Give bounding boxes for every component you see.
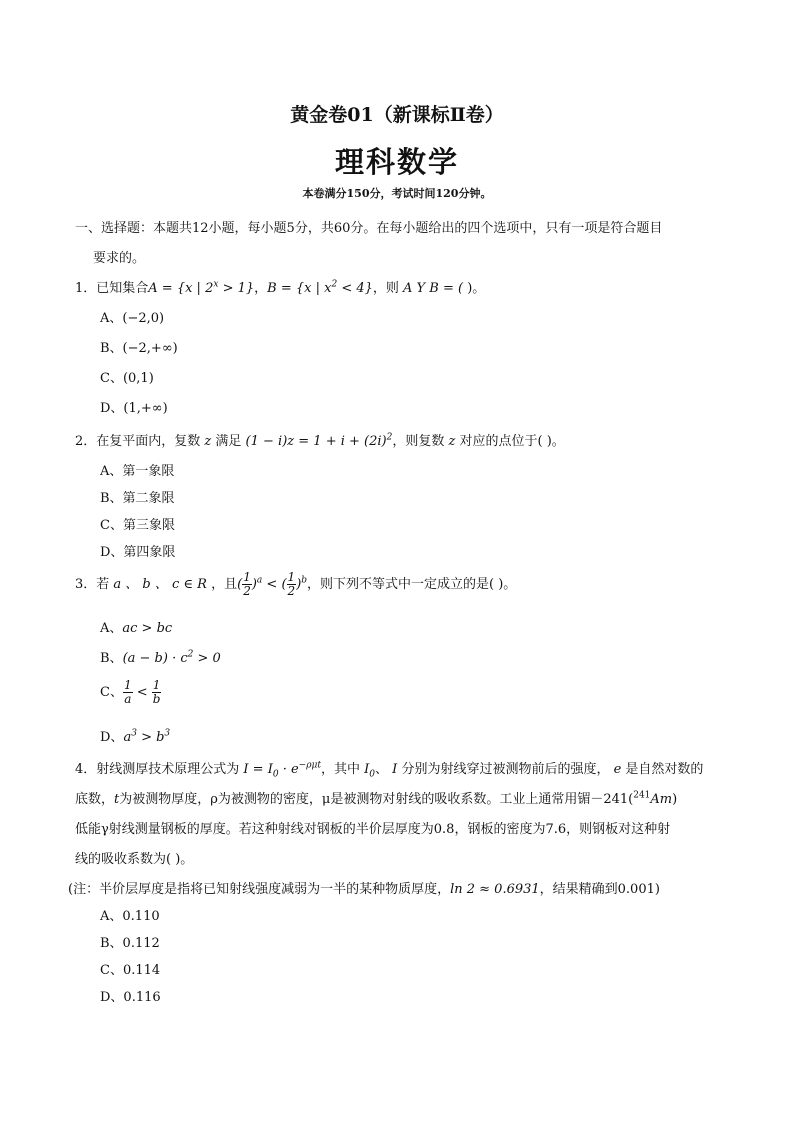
q4-formula-sub: 0 [272,769,279,780]
q2-stem-a: 2．在复平面内，复数 [75,434,201,449]
q3-stem-a: 3．若 [75,577,110,592]
q3-option-a-expr: ac > bc [122,621,173,636]
q2-z-2: z [444,434,460,449]
q1-set-b-exp: 2 [331,279,338,290]
q3-exp-a: a [256,575,263,586]
q4-note-ln: ln 2 ≈ 0.6931 [450,882,540,897]
q1-option-d: D、(1,+∞) [100,401,168,416]
q3-vars: a 、 b 、 c ∈ R [109,577,212,592]
q4-option-a: A、0.110 [100,909,160,924]
question-4-line4: 线的吸收系数为( )。 [75,852,194,867]
q3-option-d-a: a [123,730,132,745]
q4-i0 [360,762,376,780]
question-4-line3: 低能γ射线测量钢板的厚度。若这种射线对钢板的半价层厚度为0.8，钢板的密度为7.6，则钢板对这种射 [75,822,671,837]
q4-americium: Am [650,792,673,807]
q3-option-d-gt: > b [136,730,165,745]
q3-option-c-frac-a [123,679,133,706]
q2-equation [241,434,392,449]
q4-isotope-mass: 241 [633,790,651,801]
q4-formula-b: · e [278,762,299,777]
q1-set-b-end: < 4} [337,281,373,296]
q2-z: z [200,434,216,449]
q1-set-a-text: A = {x | 2 [148,281,214,296]
q3-option-b-label: B、 [100,651,123,666]
q3-option-c-lt: < [132,685,152,700]
q3-frac-right-num: 1 [287,570,296,584]
q3-frac-left [242,571,252,598]
q3-stem-c: ，则下列不等式中一定成立的是( )。 [307,577,517,592]
q4-note-b: ，结果精确到0.001) [539,882,660,897]
q1-union: A Y B = ( [398,281,464,296]
q1-option-b: B、(−2,+∞) [100,341,178,356]
q1-sep2: ，则 [372,281,399,296]
q4-formula-exp: −ρμt [298,760,321,771]
q3-exp-b: b [301,575,308,586]
q1-set-b [267,281,373,296]
q4-i0-text: I [360,762,370,777]
q4-note-a: (注：半价层厚度是指将已知射线强度减弱为一半的某种物质厚度， [68,882,451,897]
q3-option-b-exp: 2 [187,649,194,660]
q3-option-c [100,679,161,706]
q1-end: )。 [463,281,486,296]
q3-frac-left-den: 2 [243,584,251,598]
q3-inequality: ( $\frac{1}{2}$ )$^a$ < ( $\frac{1}{2}$ )$^b$ [237,570,308,598]
q2-option-b: B、第二象限 [100,491,175,506]
exam-note: 本卷满分150分，考试时间120分钟。 [302,187,492,200]
q3-option-a [100,617,172,636]
section-instructions-line2: 要求的。 [93,251,146,266]
q3-option-d-math [123,730,170,745]
q4-line1-b: ，其中 [320,762,360,777]
q3-option-d-label: D、 [100,730,124,745]
q3-option-a-label: A、 [100,621,123,636]
q4-line1-e: 是自然对数的 [625,762,704,777]
q2-stem-c: ，则复数 [392,434,445,449]
q4-option-d: D、0.116 [100,990,161,1005]
question-4-line2 [75,788,677,807]
q3-option-c-frac-b [152,679,162,706]
q4-option-c: C、0.114 [100,963,161,978]
q3-option-b-expr: (a − b) · c [122,651,188,666]
q2-stem-d: 对应的点位于( )。 [459,434,565,449]
exam-title: 黄金卷01（新课标Ⅱ卷） [290,104,504,126]
q3-stem-b: ，且 [211,577,238,592]
q4-line2-b: 为被测物厚度，ρ为被测物的密度，μ是被测物对射线的吸收系数。工业上通常用镅－241( [119,792,634,807]
q1-option-a: A、(−2,0) [100,311,165,326]
q3-option-b [100,647,221,666]
q4-i-var: I [388,762,402,777]
question-4-line1 [75,758,703,780]
q4-e-var: e [609,762,626,777]
q3-frac-right [287,571,297,598]
question-4-note [68,878,660,897]
q1-stem-text: 1．已知集合 [75,281,149,296]
q4-line2-a: 底数， [75,792,115,807]
q3-option-c-frac-b-den: b [152,692,161,706]
q2-option-a: A、第一象限 [100,464,175,479]
q3-frac-right-den: 2 [287,584,296,598]
q4-line1-a: 4．射线测厚技术原理公式为 [75,762,240,777]
q3-option-b-math [123,651,221,666]
q1-set-a-exp: x [213,279,219,290]
q3-option-c-frac-a-den: a [124,692,132,706]
q2-eq-text: (1 − i)z = 1 + i + (2i) [241,434,387,449]
q1-set-a [148,281,254,296]
question-1-stem [75,277,485,296]
q4-line2-c: ) [672,792,678,807]
q4-formula-text: I = I [239,762,273,777]
question-2-stem [75,430,565,449]
q3-option-d [100,726,170,745]
q3-option-b-end: > 0 [193,651,221,666]
q4-t-var: t [114,792,120,807]
q4-line1-d: 分别为射线穿过被测物前后的强度， [401,762,610,777]
q4-formula [239,760,321,780]
subject-heading: 理科数学 [334,145,459,179]
question-3-stem [75,571,516,598]
q4-i0-sub: 0 [369,769,376,780]
q3-frac-left-num: 1 [243,570,251,584]
q2-eq-exp: 2 [386,432,393,443]
q1-option-c: C、(0,1) [100,371,154,386]
q3-option-c-math [123,678,162,706]
q1-set-b-text: B = {x | x [267,281,332,296]
q4-line1-c: 、 [375,762,389,777]
q1-set-a-end: > 1} [218,281,255,296]
section-instructions-line1: 一、选择题：本题共12小题，每小题5分，共60分。在每小题给出的四个选项中，只有一项是符合题目 [75,221,663,236]
q3-option-d-exp: 3 [131,728,137,739]
q2-stem-b: 满足 [215,434,242,449]
q3-option-c-label: C、 [100,685,123,700]
q2-option-d: D、第四象限 [100,545,176,560]
q4-option-b: B、0.112 [100,936,160,951]
q3-option-c-frac-a-num: 1 [123,678,132,692]
q3-option-c-frac-b-num: 1 [152,678,161,692]
q1-sep1: ， [254,281,268,296]
q3-lt: < [262,577,282,592]
q2-option-c: C、第三象限 [100,518,175,533]
q3-option-d-exp2: 3 [164,728,171,739]
